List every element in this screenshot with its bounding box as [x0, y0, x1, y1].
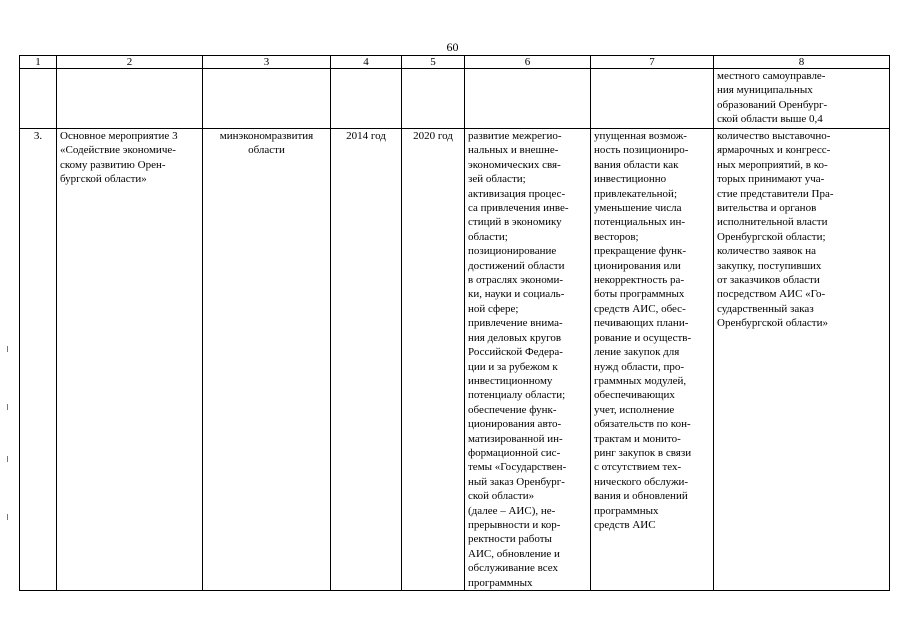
measure-name-cell: Основное мероприятие 3 «Содействие экономиче- скому развитию Орен- бургской области» — [57, 129, 203, 591]
column-number: 7 — [591, 56, 714, 69]
column-number: 8 — [714, 56, 890, 69]
empty-cell — [331, 69, 402, 129]
empty-cell — [465, 69, 591, 129]
continuation-row — [20, 69, 890, 129]
indicator-continuation-cell: местного самоуправле- ния муниципальных образований Оренбург- ской области выше 0,4 — [714, 69, 890, 129]
column-number: 5 — [402, 56, 465, 69]
empty-cell — [57, 69, 203, 129]
margin-mark — [7, 346, 8, 352]
start-year-cell: 2014 год — [331, 129, 402, 591]
page-number: 60 — [446, 40, 459, 54]
column-number: 3 — [203, 56, 331, 69]
table-row — [20, 129, 890, 591]
column-numbers-row — [20, 56, 890, 69]
row-number-cell: 3. — [20, 129, 57, 591]
indicators-cell: количество выставочно- ярмарочных и конгресс- ных мероприятий, в ко- торых принимают уча- стие представители Пра- вительства и органов исполнительной власти Оренбургской области; количество заявок на закупку, поступивших от заказчиков области посредством АИС «Го- сударственный заказ Оренбургской области» — [714, 129, 890, 591]
executor-cell: минэкономразвития области — [203, 129, 331, 591]
empty-cell — [203, 69, 331, 129]
empty-cell — [591, 69, 714, 129]
margin-mark — [7, 456, 8, 462]
consequences-cell: упущенная возмож- ность позициониро- вания области как инвестиционно привлекательной; уменьшение числа потенциальных ин- весторов; прекращение функ- ционирования или некорректность ра- боты программных средств АИС, обес- печивающих плани- рование и осуществ- ление закупок для нужд области, про- граммных модулей, обеспечивающих учет, исполнение обязательств по кон- трактам и монито- ринг закупок в связи с отсутствием тех- нического обслужи- вания и обновлений программных средств АИС — [591, 129, 714, 591]
empty-cell — [20, 69, 57, 129]
empty-cell — [402, 69, 465, 129]
column-number: 2 — [57, 56, 203, 69]
column-number: 4 — [331, 56, 402, 69]
column-number: 1 — [20, 56, 57, 69]
margin-mark — [7, 404, 8, 410]
column-number: 6 — [465, 56, 591, 69]
end-year-cell: 2020 год — [402, 129, 465, 591]
expected-result-cell: развитие межрегио- нальных и внешне- экономических свя- зей области; активизация процес- са привлечения инве- стиций в экономику области; позиционирование достижений области в отраслях экономи- ки, науки и социаль- ной сфере; привлечение внима- ния деловых кругов Российской Федера- ции и за рубежом к инвестиционному потенциалу области; обеспечение функ- ционирования авто- матизированной ин- формационной сис- темы «Государствен- ный заказ Оренбург- ской области» (далее – АИС), не- прерывности и кор- ректности работы АИС, обновление и обслуживание всех программных — [465, 129, 591, 591]
program-table — [19, 55, 890, 591]
margin-mark — [7, 514, 8, 520]
